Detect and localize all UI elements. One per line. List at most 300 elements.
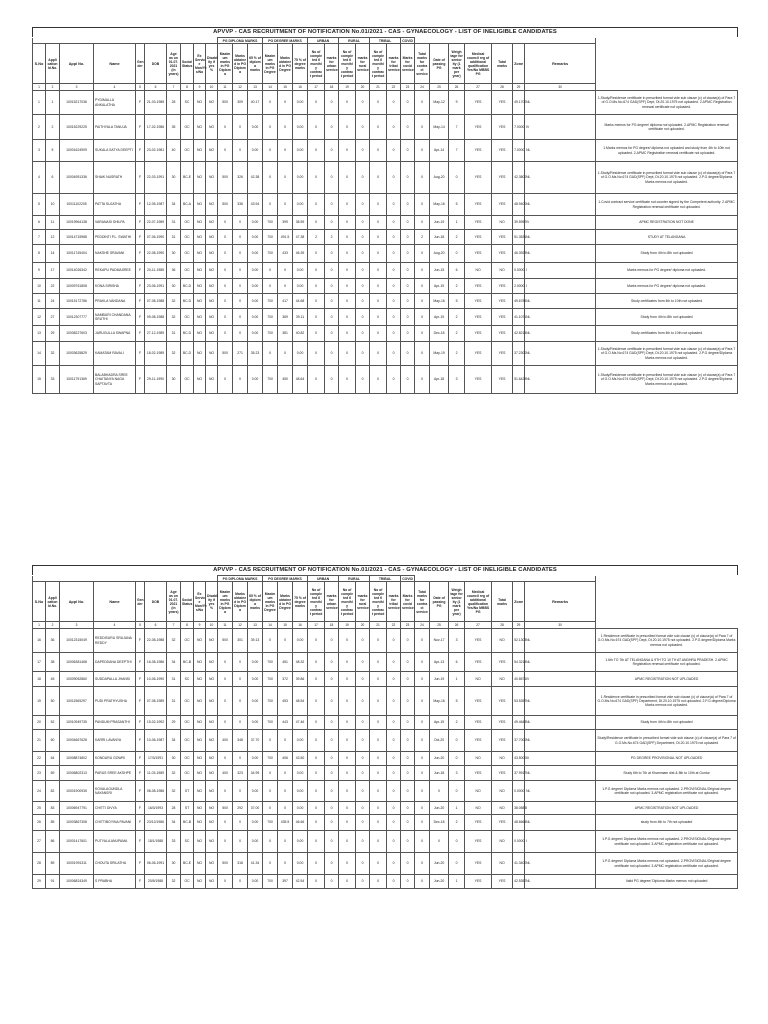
table-cell: 0 — [218, 263, 233, 279]
table-cell: 10014026342 — [60, 263, 94, 279]
table-cell: 0 — [218, 309, 233, 326]
table-cell: 0 — [308, 687, 325, 716]
table-cell: 0 — [233, 781, 248, 802]
table-cell: 0 — [387, 672, 401, 687]
column-index: 11 — [218, 84, 233, 91]
table-cell: 0 — [233, 687, 248, 716]
table-cell: 36 — [46, 629, 60, 653]
table-cell: 0 — [339, 815, 356, 831]
table-cell: 16 — [33, 629, 46, 653]
table-row — [33, 342, 738, 366]
table-cell: 0 — [387, 91, 401, 115]
table-cell: 48.6664 — [513, 815, 525, 831]
remarks-cell: IV — [525, 672, 596, 687]
table-cell: 0 — [339, 629, 356, 653]
table-cell: 0.00 — [248, 216, 263, 230]
table-cell: 2 — [449, 342, 465, 366]
table-cell: 0 — [356, 672, 370, 687]
table-cell: 9 — [33, 263, 46, 279]
table-cell: 0 — [218, 279, 233, 294]
table-cell: F — [136, 629, 145, 653]
table-cell: 400 — [218, 766, 233, 781]
column-header: Name — [94, 44, 136, 84]
table-cell: YES — [465, 687, 492, 716]
table-cell: 39.86 — [293, 672, 308, 687]
table-cell: 0 — [339, 672, 356, 687]
table-cell: 37.2300 — [513, 342, 525, 366]
table-cell: 0 — [325, 194, 339, 216]
table-cell: SC — [181, 672, 194, 687]
table-cell: F — [136, 342, 145, 366]
table-cell: 0 — [339, 781, 356, 802]
table-cell: YES — [465, 853, 492, 875]
table-cell: NO — [492, 853, 513, 875]
column-header: DOB — [145, 44, 167, 84]
table-row — [33, 366, 738, 394]
table-row — [33, 653, 738, 672]
column-index: 10 — [206, 622, 218, 629]
table-row — [33, 245, 738, 263]
table-cell: YES — [465, 716, 492, 730]
table-cell: 10003867308 — [60, 815, 94, 831]
table-cell: 0 — [387, 245, 401, 263]
column-index: 18 — [325, 622, 339, 629]
remarks-cell: NL — [525, 294, 596, 309]
table-cell: 0.00 — [248, 653, 263, 672]
table-cell: Apr-19 — [430, 716, 449, 730]
table-cell: YES — [492, 730, 513, 752]
table-cell: 30 — [167, 245, 181, 263]
table-cell: 0 — [387, 230, 401, 245]
table-cell: 0 — [449, 245, 465, 263]
table-cell: 10015229225 — [60, 115, 94, 140]
table-cell: 38 — [46, 653, 60, 672]
table-cell: 10-06-1987 — [145, 730, 167, 752]
table-cell: 0 — [308, 162, 325, 194]
table-cell: BC-E — [181, 162, 194, 194]
table-cell: 0 — [401, 815, 415, 831]
table-cell: 0 — [278, 766, 293, 781]
table-cell: 0 — [325, 716, 339, 730]
table-cell: NO — [206, 653, 218, 672]
table-cell: 0 — [233, 216, 248, 230]
table-cell: 0 — [263, 194, 278, 216]
column-header: Maxim um marks in PG Diplom a — [218, 44, 233, 84]
table-cell: YES — [465, 294, 492, 309]
column-header: Gen der — [136, 582, 145, 622]
table-cell: 0 — [370, 140, 387, 162]
table-cell: 17 — [33, 653, 46, 672]
table-cell: 1.P.G degree/ Diploma Marks memos not uploaded. 2.PROVISIONAL/Original degree certificate not uploaded. 3.APMC registration certificate not uploaded. — [596, 831, 738, 853]
table-cell: 0 — [278, 853, 293, 875]
table-cell: NO — [194, 279, 206, 294]
table-cell: 0 — [415, 653, 430, 672]
table-cell: 0 — [401, 216, 415, 230]
column-header: Appli cation Id.No. — [46, 44, 60, 84]
candidate-name: SUKALA SATYA DEEPTI — [94, 140, 136, 162]
table-cell: 2.0000 — [513, 279, 525, 294]
table-cell: 348 — [233, 730, 248, 752]
column-index: 29 — [513, 84, 525, 91]
table-cell: 0 — [370, 815, 387, 831]
table-cell: 0 — [218, 653, 233, 672]
table-cell: 0 — [308, 802, 325, 815]
table-cell: 369 — [278, 309, 293, 326]
table-cell: 10001624909 — [60, 140, 94, 162]
column-index: 9 — [194, 622, 206, 629]
table-cell: 0.0000 — [513, 263, 525, 279]
table-cell: OC — [181, 766, 194, 781]
table-cell: 0 — [370, 115, 387, 140]
table-cell: 9 — [449, 91, 465, 115]
column-header: marks for rural service — [356, 582, 370, 622]
table-cell: 0 — [218, 687, 233, 716]
table-cell: NO — [194, 629, 206, 653]
table-cell: 0 — [308, 730, 325, 752]
table-cell: 0 — [370, 162, 387, 194]
column-header: Marks obtaine d in PG Degree — [278, 582, 293, 622]
table-cell: 0 — [401, 326, 415, 342]
column-header: marks for rural service — [356, 44, 370, 84]
column-index: 3 — [60, 622, 94, 629]
table-cell: 23/12/1986 — [145, 815, 167, 831]
table-cell: 0 — [233, 366, 248, 394]
table-cell: YES — [492, 342, 513, 366]
table-cell: 0 — [415, 326, 430, 342]
candidate-name: KONA SIRISHA — [94, 279, 136, 294]
group-header-pg-degree: PG DEGREE MARKS — [263, 38, 308, 44]
table-cell: 10015217036 — [60, 91, 94, 115]
table-cell: 0 — [401, 653, 415, 672]
document-page-2 — [32, 565, 738, 1024]
table-cell: F — [136, 853, 145, 875]
table-cell: 5 — [33, 194, 46, 216]
table-cell: Valid PG degree/ Diploma Marks memos not uploaded — [596, 875, 738, 889]
table-cell: 12 — [46, 230, 60, 245]
table-cell: YES — [492, 687, 513, 716]
table-cell: 0 — [387, 875, 401, 889]
remarks-cell: NL — [525, 140, 596, 162]
table-cell: 2 — [449, 326, 465, 342]
table-cell: 0 — [415, 629, 430, 653]
table-cell: 37.70 — [248, 730, 263, 752]
table-cell: NO — [194, 342, 206, 366]
table-cell: 700 — [263, 752, 278, 766]
table-cell: 0 — [218, 831, 233, 853]
table-cell: 48.9400 — [513, 194, 525, 216]
column-index: 4 — [94, 622, 136, 629]
column-index: 19 — [339, 84, 356, 91]
table-cell: OC — [181, 263, 194, 279]
table-cell: 0 — [415, 687, 430, 716]
table-cell: NO — [194, 687, 206, 716]
candidate-name: SUDDAPALLA JHANSI — [94, 672, 136, 687]
table-cell: 0 — [370, 326, 387, 342]
table-cell: 433 — [278, 245, 293, 263]
column-header: marks for tribal service — [387, 582, 401, 622]
table-cell: 29-11-1990 — [145, 366, 167, 394]
table-cell: 52 — [46, 716, 60, 730]
table-cell: 381 — [278, 326, 293, 342]
column-header: No of comple ted 6 monthl y contrac t period — [308, 582, 325, 622]
table-cell: 7 — [449, 115, 465, 140]
column-index: 2 — [46, 84, 60, 91]
table-cell: 0 — [370, 629, 387, 653]
table-cell: 0 — [356, 230, 370, 245]
candidate-name: REDDISURU SRUJANA REDDY — [94, 629, 136, 653]
table-cell: F — [136, 875, 145, 889]
table-cell: 0 — [401, 766, 415, 781]
table-cell: 10012315049 — [60, 629, 94, 653]
table-cell: 0 — [387, 216, 401, 230]
table-cell: 33 — [167, 831, 181, 853]
candidate-name: PUTYALA ANUPAMA — [94, 831, 136, 853]
table-cell: 17/3/1991 — [145, 752, 167, 766]
column-index: 22 — [387, 622, 401, 629]
table-cell: 2 — [449, 815, 465, 831]
table-cell: NO — [206, 687, 218, 716]
table-cell: YES — [465, 629, 492, 653]
table-cell: NO — [194, 653, 206, 672]
table-cell: 31 — [167, 672, 181, 687]
table-cell: 18 — [33, 672, 46, 687]
column-index: 25 — [430, 622, 449, 629]
table-cell: APMC REGISTRATION NOT UPLOADED — [596, 802, 738, 815]
table-cell: 5 — [449, 194, 465, 216]
table-row — [33, 115, 738, 140]
table-cell: 10010949735 — [60, 716, 94, 730]
table-row — [33, 279, 738, 294]
table-cell: F — [136, 831, 145, 853]
table-cell: 46.66 — [293, 815, 308, 831]
table-cell: 41.34 — [248, 853, 263, 875]
table-cell: 0 — [325, 766, 339, 781]
table-cell: 0 — [263, 802, 278, 815]
table-cell: NO — [206, 366, 218, 394]
column-index: 19 — [339, 622, 356, 629]
table-cell: NO — [206, 279, 218, 294]
table-cell: Study 6th to 7th at Khammam dist & 8th to 10th at Guntur — [596, 766, 738, 781]
table-cell: 700 — [263, 653, 278, 672]
candidate-name: CHITTI DIVYA — [94, 802, 136, 815]
table-cell: 10 — [46, 194, 60, 216]
table-cell: 7.0000 — [513, 115, 525, 140]
column-index: 21 — [370, 622, 387, 629]
table-cell: YES — [492, 140, 513, 162]
table-cell: NO — [206, 875, 218, 889]
table-cell: May-16 — [430, 687, 449, 716]
remarks-cell: NL — [525, 781, 596, 802]
table-cell: 0 — [218, 815, 233, 831]
candidates-table — [32, 37, 738, 394]
table-cell: F — [136, 162, 145, 194]
remarks-cell: I — [525, 831, 596, 853]
column-index: 28 — [492, 84, 513, 91]
table-cell: 36 — [167, 263, 181, 279]
table-cell: 372 — [278, 672, 293, 687]
table-cell: 0 — [356, 875, 370, 889]
table-cell: 0 — [233, 245, 248, 263]
candidate-name: REKAPU PADMASREE — [94, 263, 136, 279]
table-cell: 31 — [167, 326, 181, 342]
table-cell: NO — [206, 326, 218, 342]
table-cell: 0 — [370, 672, 387, 687]
table-cell: YES — [465, 875, 492, 889]
table-cell: 0 — [430, 781, 449, 802]
remarks-cell: IV — [525, 115, 596, 140]
table-cell: 7.0000 — [513, 140, 525, 162]
table-cell: Aug-20 — [430, 162, 449, 194]
column-index: 20 — [356, 622, 370, 629]
table-cell: 0 — [415, 140, 430, 162]
table-cell: 0 — [387, 194, 401, 216]
table-cell: 0 — [263, 781, 278, 802]
table-cell: 318 — [233, 853, 248, 875]
table-cell: 0 — [401, 629, 415, 653]
remarks-cell: I — [525, 263, 596, 279]
table-cell: 1.P.G degree/ Diploma Marks memos not uploaded. 2.PROVISIONAL/Original degree certificate not uploaded. 3.APMC registration certificate not uploaded. — [596, 853, 738, 875]
table-cell: 0 — [449, 853, 465, 875]
table-cell: 0 — [325, 309, 339, 326]
table-row — [33, 815, 738, 831]
table-cell: 1.Covid contract service certificate not counter signed by the Competent authority. 2.APMC Registration renewal certificate not uploaded. — [596, 194, 738, 216]
table-cell: 450 — [278, 366, 293, 394]
table-cell: 31 — [167, 687, 181, 716]
table-cell: 0.00 — [293, 162, 308, 194]
table-cell: 0 — [370, 802, 387, 815]
table-cell: 34 — [167, 194, 181, 216]
table-cell: 07-06-1990 — [145, 230, 167, 245]
table-cell: 0 — [387, 815, 401, 831]
table-cell: 0 — [278, 831, 293, 853]
table-cell: 0 — [325, 216, 339, 230]
table-row — [33, 194, 738, 216]
table-cell: 38.0583 — [513, 802, 525, 815]
column-header: Total marks for contra ct service — [415, 44, 430, 84]
table-cell: BC-B — [181, 653, 194, 672]
table-cell: 0 — [356, 653, 370, 672]
table-cell: 0 — [278, 162, 293, 194]
candidate-name: KONDURU GOWRI — [94, 752, 136, 766]
table-cell: OC — [181, 216, 194, 230]
table-cell: 0.00 — [248, 230, 263, 245]
table-cell: 0 — [415, 216, 430, 230]
table-row — [33, 831, 738, 853]
table-cell: 0 — [387, 366, 401, 394]
table-cell: NO — [465, 781, 492, 802]
candidate-name: PEDDINTI P.L. SWATHI — [94, 230, 136, 245]
table-cell: 0 — [325, 366, 339, 394]
table-cell: 0 — [415, 263, 430, 279]
remarks-cell: NL — [525, 326, 596, 342]
table-cell: YES — [492, 326, 513, 342]
table-cell: NO — [206, 245, 218, 263]
table-cell: 0 — [401, 853, 415, 875]
table-cell: YES — [465, 140, 492, 162]
remarks-cell: NL — [525, 875, 596, 889]
table-cell: 0 — [339, 326, 356, 342]
table-cell: 0 — [401, 875, 415, 889]
table-cell: 2 — [415, 230, 430, 245]
table-cell: 18/1/1988 — [145, 831, 167, 853]
column-header: Name — [94, 582, 136, 622]
table-cell: 0 — [387, 279, 401, 294]
table-cell: Apr-13 — [430, 653, 449, 672]
table-cell: 0 — [415, 115, 430, 140]
table-cell: 0 — [415, 875, 430, 889]
table-cell: 1.P.G degree/ Diploma Marks memos not uploaded. 2.PROVISIONAL/Original degree certificate not uploaded. 3.APMC registration certificate not uploaded. — [596, 781, 738, 802]
table-cell: 23-06-1991 — [145, 279, 167, 294]
table-cell: 33 — [46, 366, 60, 394]
table-row — [33, 875, 738, 889]
table-cell: 1.Marks memos for PG degree/ diploma not uploaded and study from 4th to 10th not uploaded. 2.APMC Registration renewal certificate not uploaded. — [596, 140, 738, 162]
table-cell: 1.6th TO 7th AT TELANGANA & 9TH TO 10 TH AT ANDHRA PRADESH. 2.APMC Registration renewal certificate not uploaded. — [596, 653, 738, 672]
remarks-cell: I — [525, 802, 596, 815]
table-cell: 2 — [308, 230, 325, 245]
table-cell: 32 — [167, 781, 181, 802]
table-cell: 0 — [401, 194, 415, 216]
table-cell: 64 — [46, 752, 60, 766]
table-cell: 26 — [33, 815, 46, 831]
table-row — [33, 91, 738, 115]
table-cell: 53.5357 — [513, 687, 525, 716]
table-cell: F — [136, 294, 145, 309]
table-cell: 0 — [449, 831, 465, 853]
table-cell: 0 — [218, 716, 233, 730]
table-cell: 0 — [370, 91, 387, 115]
table-cell: NO — [194, 831, 206, 853]
document-page-1 — [32, 27, 738, 505]
candidate-name: JARUGULLA SWAPNA — [94, 326, 136, 342]
table-cell: 0 — [430, 831, 449, 853]
table-cell: 24 — [46, 294, 60, 309]
table-cell: NO — [465, 672, 492, 687]
column-index: 8 — [181, 622, 194, 629]
table-cell: 40.8571 — [513, 672, 525, 687]
table-cell: 0 — [387, 140, 401, 162]
table-cell: 500 — [218, 162, 233, 194]
column-index: 27 — [465, 622, 492, 629]
table-cell: 0 — [415, 294, 430, 309]
remarks-cell: NL — [525, 853, 596, 875]
table-cell: YES — [492, 115, 513, 140]
table-cell: 0 — [218, 875, 233, 889]
table-cell: 27 — [33, 831, 46, 853]
table-cell: YES — [465, 342, 492, 366]
table-cell: NO — [194, 162, 206, 194]
table-cell: NO — [206, 853, 218, 875]
column-header: 65 % of diplom a marks — [248, 582, 263, 622]
table-cell: NO — [194, 752, 206, 766]
column-index: 5 — [136, 84, 145, 91]
table-cell: 491.5 — [278, 230, 293, 245]
table-cell: NO — [206, 802, 218, 815]
column-header: Weigh tage for senior ity (1 mark per year) — [449, 44, 465, 84]
table-cell: 0 — [233, 115, 248, 140]
table-cell: 43.94 — [248, 194, 263, 216]
table-cell: 400 — [218, 730, 233, 752]
table-cell: NO — [206, 263, 218, 279]
candidate-name: DAPEDDANA DEEPTHI — [94, 653, 136, 672]
remarks-cell: NL — [525, 766, 596, 781]
table-cell: 10008227603 — [60, 326, 94, 342]
table-cell: SC — [181, 831, 194, 853]
table-cell: 700 — [263, 716, 278, 730]
table-cell: F — [136, 216, 145, 230]
table-cell: 29 — [33, 875, 46, 889]
table-cell: 443 — [278, 716, 293, 730]
table-cell: 37.7000 — [513, 730, 525, 752]
